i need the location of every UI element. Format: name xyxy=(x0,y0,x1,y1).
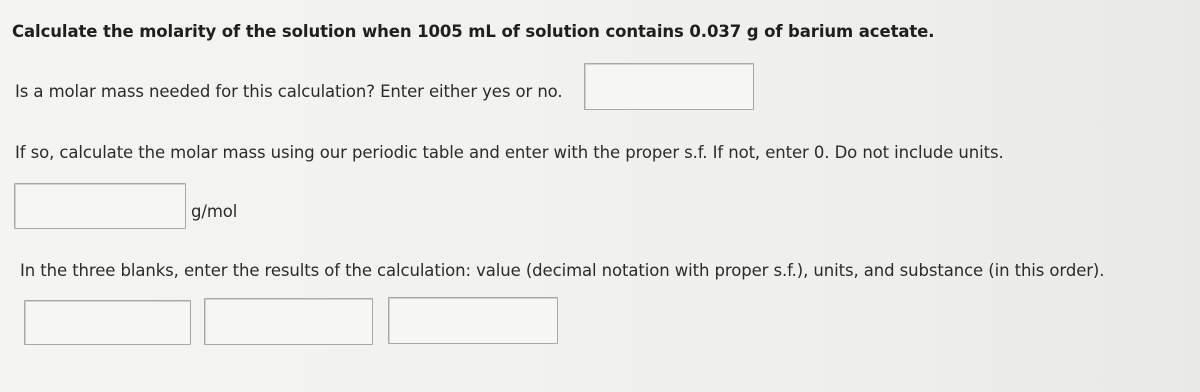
molar-mass-needed-field[interactable] xyxy=(584,63,754,110)
molar-mass-needed-input[interactable] xyxy=(585,64,753,109)
molar-mass-prompt: If so, calculate the molar mass using our periodic table and enter with the proper s.f. If not, enter 0. Do not include units. xyxy=(15,143,1004,162)
result-value-field[interactable] xyxy=(24,300,191,345)
question-title: Calculate the molarity of the solution when 1005 mL of solution contains 0.037 g of barium acetate. xyxy=(12,22,935,41)
results-prompt: In the three blanks, enter the results of the calculation: value (decimal notation with proper s.f.), units, and substance (in this order). xyxy=(20,261,1105,280)
result-units-input[interactable] xyxy=(205,299,372,344)
result-value-input[interactable] xyxy=(25,301,190,344)
molar-mass-field[interactable] xyxy=(14,183,186,229)
result-units-field[interactable] xyxy=(204,298,373,345)
result-substance-field[interactable] xyxy=(388,297,558,344)
molar-mass-unit-label: g/mol xyxy=(191,202,238,221)
result-substance-input[interactable] xyxy=(389,298,557,343)
molar-mass-needed-prompt: Is a molar mass needed for this calculation? Enter either yes or no. xyxy=(15,82,563,101)
molar-mass-input[interactable] xyxy=(15,184,185,228)
